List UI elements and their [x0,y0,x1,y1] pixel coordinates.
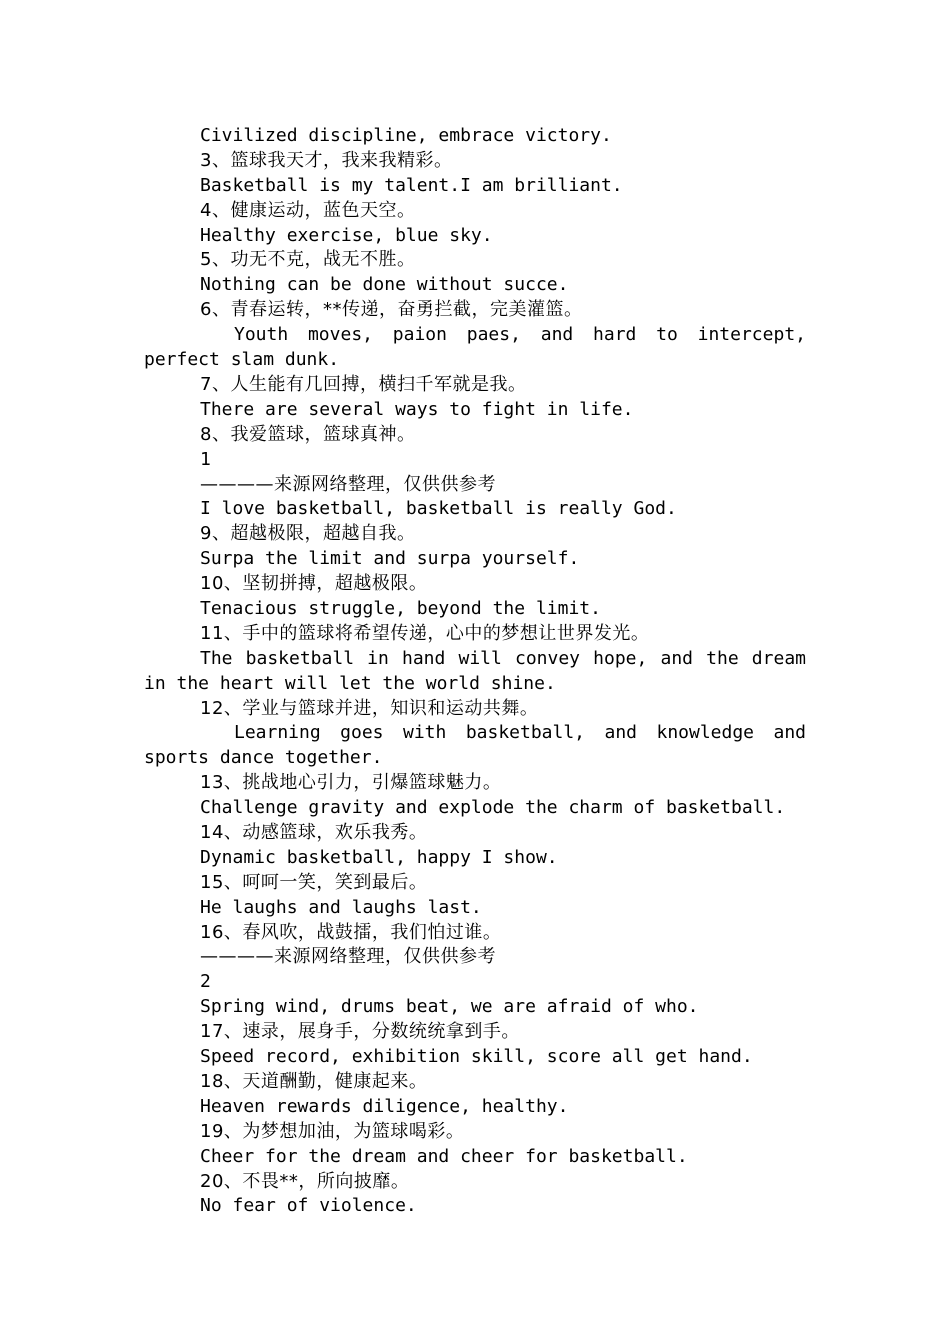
slogan-english-line: Heaven rewards diligence, healthy. [200,1095,569,1117]
slogan-english-line: Basketball is my talent.I am brilliant. [200,174,623,196]
slogan-english-line: 2 [200,971,211,993]
slogan-english-line: Dynamic basketball, happy I show. [200,846,558,868]
slogan-english-line: Cheer for the dream and cheer for basketball. [200,1145,688,1167]
slogan-english-line: Civilized discipline, embrace victory. [200,125,612,146]
slogan-chinese-line: 3、篮球我天才，我来我精彩。 [200,149,453,171]
slogan-chinese-line: ————来源网络整理，仅供供参考 [200,473,496,495]
slogan-english-line: 1 [200,448,211,470]
slogan-chinese-line: 11、手中的篮球将希望传递，心中的梦想让世界发光。 [200,622,650,644]
slogan-english-line: He laughs and laughs last. [200,896,482,918]
slogan-chinese-line: 18、天道酬勤，健康起来。 [200,1070,428,1092]
slogan-chinese-line: 10、坚韧拼搏，超越极限。 [200,573,428,595]
slogan-english-line: Speed record, exhibition skill, score all get hand. [200,1046,753,1068]
slogan-english-line: I love basketball, basketball is really God. [200,498,677,520]
slogan-chinese-line: 6、青春运转，**传递，奋勇拦截，完美灌篮。 [200,299,583,321]
slogan-chinese-line: 13、挑战地心引力，引爆篮球魅力。 [200,772,502,794]
slogan-chinese-line: 16、春风吹，战鼓擂，我们怕过谁。 [200,921,502,943]
slogan-english-line: Healthy exercise, blue sky. [200,224,493,246]
document-body [144,124,806,1219]
slogan-chinese-line: 12、学业与篮球并进，知识和运动共舞。 [200,697,539,719]
slogan-chinese-line: 20、不畏**，所向披靡。 [200,1170,410,1192]
slogan-chinese-line: 5、功无不克，战无不胜。 [200,249,416,271]
slogan-english-line: There are several ways to fight in life. [200,398,634,420]
slogan-chinese-line: 9、超越极限，超越自我。 [200,523,416,545]
slogan-english-line: Nothing can be done without succe. [200,274,569,296]
slogan-english-line: No fear of violence. [200,1195,417,1217]
slogan-chinese-line: 14、动感篮球，欢乐我秀。 [200,822,428,844]
slogan-chinese-line: ————来源网络整理，仅供供参考 [200,946,496,968]
paragraph-line: Learning goes with basketball, and knowledge and sports dance together. [144,722,806,769]
slogan-chinese-line: 7、人生能有几回搏，横扫千军就是我。 [200,373,527,395]
slogan-english-line: Surpa the limit and surpa yourself. [200,548,580,570]
paragraph-line: Youth moves, paion paes, and hard to intercept, perfect slam dunk. [144,324,806,371]
slogan-chinese-line: 19、为梦想加油，为篮球喝彩。 [200,1120,465,1142]
slogan-english-line: Spring wind, drums beat, we are afraid of who. [200,996,699,1018]
slogan-chinese-line: 17、速录，展身手，分数统统拿到手。 [200,1021,520,1043]
paragraph-line: The basketball in hand will convey hope, and the dream in the heart will let the world shine. [144,647,806,694]
slogan-chinese-line: 4、健康运动，蓝色天空。 [200,199,416,221]
slogan-english-line: Challenge gravity and explode the charm of basketball. [200,797,786,819]
slogan-chinese-line: 15、呵呵一笑，笑到最后。 [200,871,428,893]
slogan-chinese-line: 8、我爱篮球，篮球真神。 [200,423,416,445]
slogan-english-line: Tenacious struggle, beyond the limit. [200,597,601,619]
